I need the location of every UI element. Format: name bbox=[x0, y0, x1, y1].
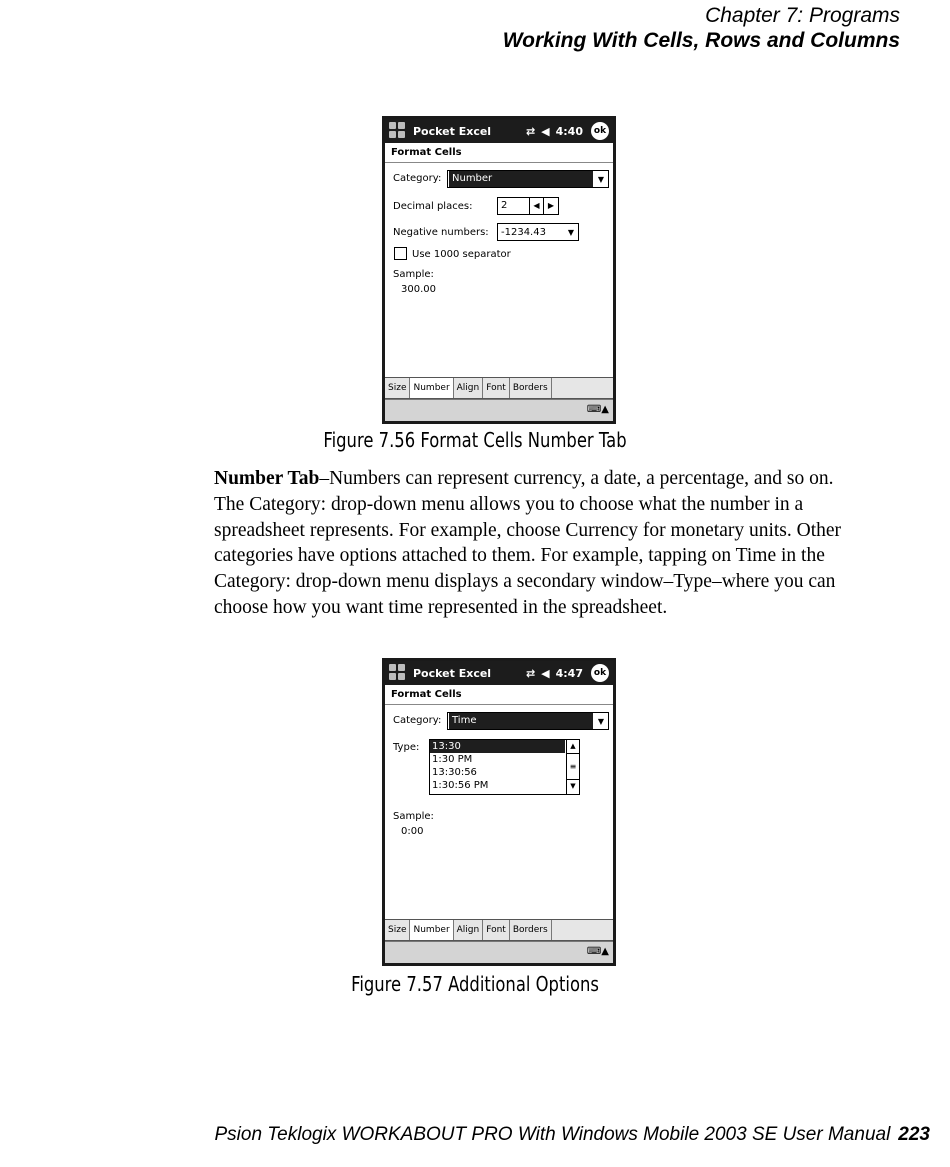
windows-start-icon[interactable] bbox=[389, 122, 409, 140]
sample-label: Sample: bbox=[393, 811, 434, 822]
tab-bar bbox=[385, 919, 613, 941]
clock[interactable]: 4:47 bbox=[555, 666, 583, 680]
dialog-title: Format Cells bbox=[385, 685, 613, 705]
paragraph-body: –Numbers can represent currency, a date, a percentage, and so on. The Category: drop-down menu allows you to choose what the number in a spreadsheet represents. For example, choose Currency for monetary units. Other categories have options attached to them. For example, tapping on Time in the Category: drop-down menu displays a secondary window–Type–where you can choose how you want time represented in the spreadsheet. bbox=[214, 468, 842, 618]
ok-button[interactable]: ok bbox=[591, 664, 609, 682]
keyboard-icon[interactable]: ⌨▲ bbox=[586, 404, 609, 415]
category-label: Category: bbox=[393, 715, 442, 726]
paragraph-lead: Number Tab bbox=[214, 468, 320, 489]
figure-7-57-screenshot bbox=[382, 658, 616, 966]
tab-size[interactable]: Size bbox=[385, 378, 410, 398]
title-bar bbox=[385, 119, 613, 143]
tab-number[interactable]: Number bbox=[410, 920, 453, 940]
scroll-up-icon[interactable]: ▲ bbox=[570, 742, 576, 750]
arrow-right-icon[interactable]: ▶ bbox=[547, 201, 555, 210]
category-dropdown[interactable] bbox=[447, 712, 609, 730]
dialog-body bbox=[385, 705, 613, 919]
dialog-body bbox=[385, 163, 613, 377]
manual-title: Psion Teklogix WORKABOUT PRO With Windows Mobile 2003 SE User Manual bbox=[214, 1124, 891, 1145]
windows-start-icon[interactable] bbox=[389, 664, 409, 682]
connectivity-icon[interactable]: ⇄ bbox=[525, 666, 536, 680]
page-number: 223 bbox=[898, 1124, 930, 1145]
speaker-icon[interactable]: ◀ bbox=[541, 124, 550, 138]
clock[interactable]: 4:40 bbox=[555, 124, 583, 138]
tab-align[interactable]: Align bbox=[454, 378, 484, 398]
use-1000-separator-checkbox[interactable] bbox=[394, 247, 407, 260]
speaker-icon[interactable]: ◀ bbox=[541, 666, 550, 680]
type-listbox[interactable] bbox=[429, 739, 580, 795]
ok-button[interactable]: ok bbox=[591, 122, 609, 140]
command-bar bbox=[385, 399, 613, 421]
type-option[interactable]: 1:30 PM bbox=[432, 754, 473, 765]
number-tab-paragraph bbox=[214, 466, 864, 621]
category-dropdown[interactable] bbox=[447, 170, 609, 188]
figure-7-57-caption: Figure 7.57 Additional Options bbox=[351, 972, 599, 996]
type-option[interactable]: 1:30:56 PM bbox=[432, 780, 489, 791]
tab-number[interactable]: Number bbox=[410, 378, 453, 398]
keyboard-icon[interactable]: ⌨▲ bbox=[586, 946, 609, 957]
negative-numbers-label: Negative numbers: bbox=[393, 227, 489, 238]
page-footer bbox=[214, 1124, 930, 1146]
sample-label: Sample: bbox=[393, 269, 434, 280]
sample-value: 300.00 bbox=[401, 284, 436, 295]
chapter-heading: Chapter 7: Programs bbox=[705, 4, 900, 27]
section-heading: Working With Cells, Rows and Columns bbox=[502, 29, 900, 52]
chevron-down-icon: ▼ bbox=[567, 227, 575, 237]
negative-numbers-dropdown[interactable] bbox=[497, 223, 579, 241]
chevron-down-icon: ▼ bbox=[597, 174, 605, 184]
decimal-places-stepper[interactable] bbox=[497, 197, 559, 215]
category-value: Time bbox=[449, 713, 593, 729]
category-label: Category: bbox=[393, 173, 442, 184]
tab-align[interactable]: Align bbox=[454, 920, 484, 940]
figure-7-56-screenshot bbox=[382, 116, 616, 424]
tab-borders[interactable]: Borders bbox=[510, 920, 552, 940]
tab-borders[interactable]: Borders bbox=[510, 378, 552, 398]
chevron-down-icon: ▼ bbox=[597, 716, 605, 726]
type-label: Type: bbox=[393, 742, 420, 753]
decimal-places-label: Decimal places: bbox=[393, 201, 473, 212]
scroll-thumb[interactable]: ≡ bbox=[567, 753, 579, 780]
app-title: Pocket Excel bbox=[413, 124, 492, 138]
use-1000-separator-label[interactable]: Use 1000 separator bbox=[412, 249, 511, 260]
scroll-down-icon[interactable]: ▼ bbox=[570, 782, 576, 790]
negative-numbers-value: -1234.43 bbox=[501, 226, 546, 238]
arrow-left-icon[interactable]: ◀ bbox=[530, 198, 544, 214]
dialog-title: Format Cells bbox=[385, 143, 613, 163]
sample-value: 0:00 bbox=[401, 826, 424, 837]
tab-bar bbox=[385, 377, 613, 399]
tab-font[interactable]: Font bbox=[483, 920, 510, 940]
connectivity-icon[interactable]: ⇄ bbox=[525, 124, 536, 138]
tab-font[interactable]: Font bbox=[483, 378, 510, 398]
category-value: Number bbox=[449, 171, 593, 187]
type-option[interactable]: 13:30 bbox=[430, 740, 565, 753]
tab-size[interactable]: Size bbox=[385, 920, 410, 940]
command-bar bbox=[385, 941, 613, 963]
type-option[interactable]: 13:30:56 bbox=[432, 767, 477, 778]
figure-7-56-caption: Figure 7.56 Format Cells Number Tab bbox=[323, 428, 627, 452]
decimal-places-value[interactable]: 2 bbox=[498, 198, 530, 214]
title-bar bbox=[385, 661, 613, 685]
app-title: Pocket Excel bbox=[413, 666, 492, 680]
type-scrollbar[interactable] bbox=[566, 740, 579, 794]
